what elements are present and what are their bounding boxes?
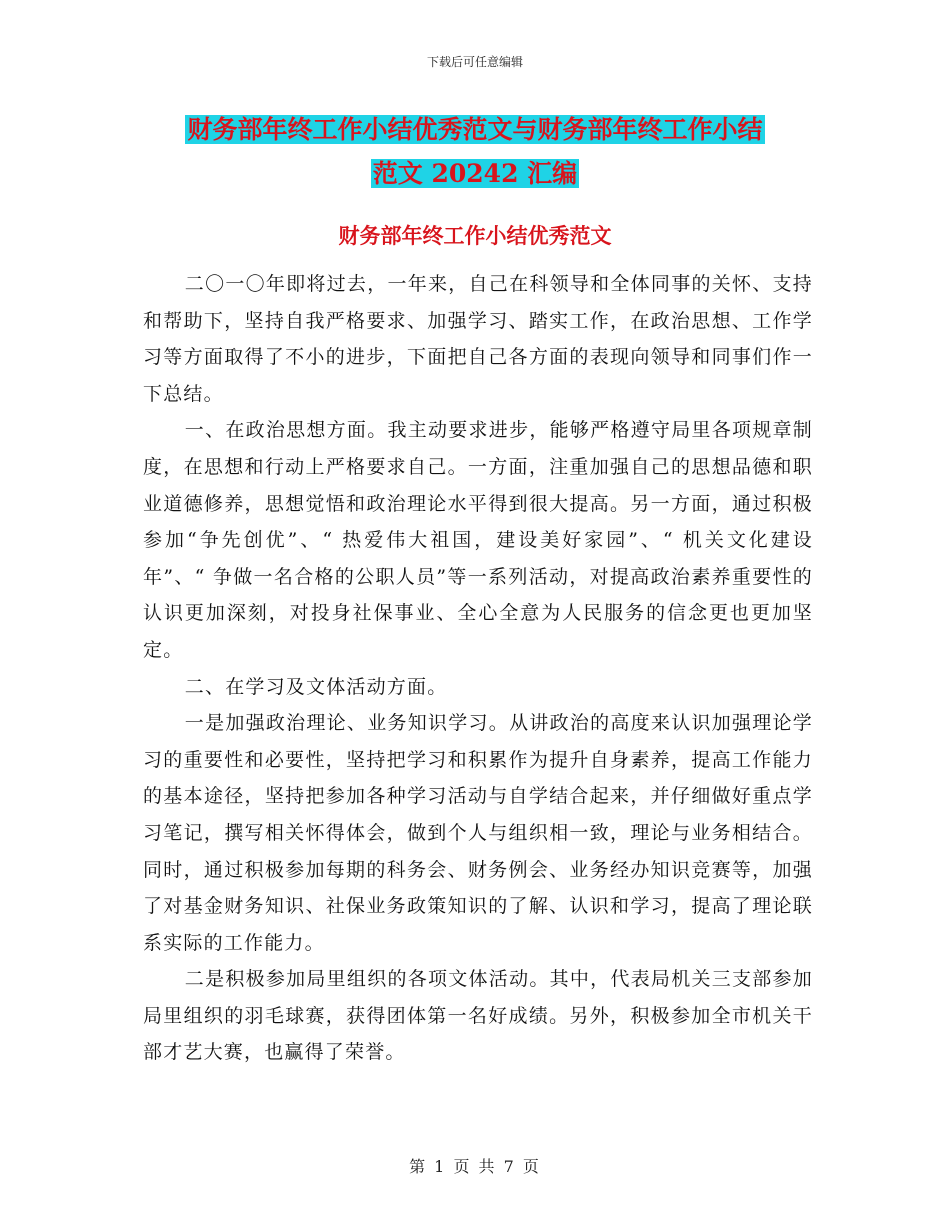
document-body <box>143 266 813 1071</box>
page-number: 第 1 页 共 7 页 <box>409 1157 541 1176</box>
section-title: 财务部年终工作小结优秀范文 <box>338 223 612 248</box>
paragraph: 二〇一〇年即将过去，一年来，自己在科领导和全体同事的关怀、支持和帮助下，坚持自我严格要求、加强学习、踏实工作，在政治思想、工作学习等方面取得了不小的进步，下面把自己各方面的表现向领导和同事们作一下总结。 <box>143 273 813 405</box>
paragraph: 二、在学习及文体活动方面。 <box>184 675 448 698</box>
paragraph: 一、在政治思想方面。我主动要求进步，能够严格遵守局里各项规章制度，在思想和行动上严格要求自己。一方面，注重加强自己的思想品德和职业道德修养，思想觉悟和政治理论水平得到很大提高。另一方面，通过积极参加“争先创优”、“ 热爱伟大祖国，建设美好家园”、“ 机关文化建设年”、“ 争做一名合格的公职人员”等一系列活动，对提高政治素养重要性的认识更加深刻，对投身社保事业、全心全意为人民服务的信念更也更加坚定。 <box>143 419 813 661</box>
paragraph: 一是加强政治理论、业务知识学习。从讲政治的高度来认识加强理论学习的重要性和必要性，坚持把学习和积累作为提升自身素养，提高工作能力的基本途径，坚持把参加各种学习活动与自学结合起来，并仔细做好重点学习笔记，撰写相关怀得体会，做到个人与组织相一致，理论与业务相结合。同时，通过积极参加每期的科务会、财务例会、业务经办知识竞赛等，加强了对基金财务知识、社保业务政策知识的了解、认识和学习，提高了理论联系实际的工作能力。 <box>143 712 813 954</box>
title-line-1: 财务部年终工作小结优秀范文与财务部年终工作小结 <box>187 115 763 144</box>
document-title <box>0 108 950 196</box>
header-note: 下载后可任意编辑 <box>426 55 523 69</box>
paragraph: 二是积极参加局里组织的各项文体活动。其中，代表局机关三支部参加局里组织的羽毛球赛，获得团体第一名好成绩。另外，积极参加全市机关干部才艺大赛，也赢得了荣誉。 <box>143 968 813 1064</box>
title-line-2: 范文 20242 汇编 <box>372 159 578 188</box>
